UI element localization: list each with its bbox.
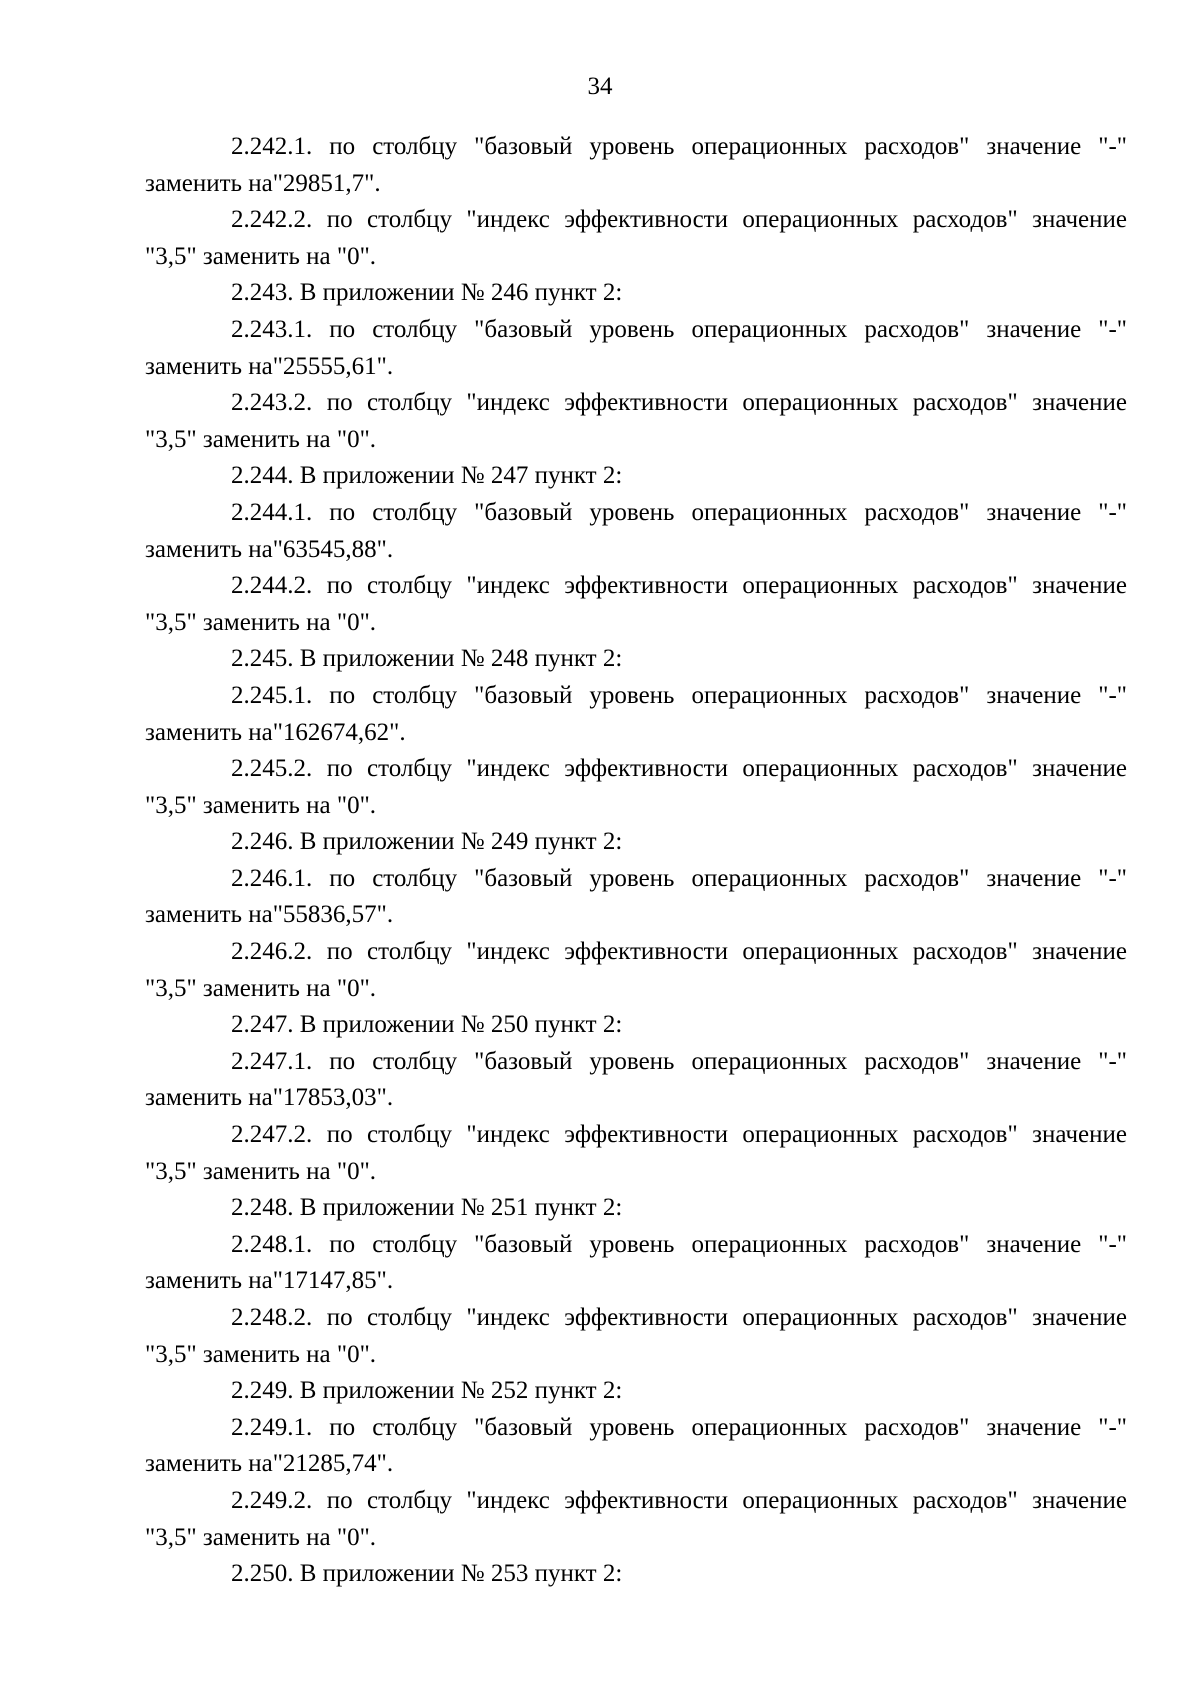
paragraph-2-247: 2.247. В приложении № 250 пункт 2: [231,1011,623,1039]
paragraph-2-244-2: 2.244.2. по столбцу "индекс эффективности операционных расходов" значение "3,5" заменить на "0". [145,572,1127,636]
paragraph-2-247-2: 2.247.2. по столбцу "индекс эффективности операционных расходов" значение "3,5" заменить на "0". [145,1121,1127,1185]
document-body [145,129,1127,1593]
paragraph-2-248-2: 2.248.2. по столбцу "индекс эффективности операционных расходов" значение "3,5" заменить на "0". [145,1304,1127,1368]
paragraph-2-243: 2.243. В приложении № 246 пункт 2: [231,279,623,307]
paragraph-2-248-1: 2.248.1. по столбцу "базовый уровень операционных расходов" значение "-" заменить на"17147,85". [145,1230,1127,1295]
paragraph-2-249-1: 2.249.1. по столбцу "базовый уровень операционных расходов" значение "-" заменить на"21285,74". [145,1413,1127,1478]
paragraph-2-246: 2.246. В приложении № 249 пункт 2: [231,828,623,856]
paragraph-2-246-2: 2.246.2. по столбцу "индекс эффективности операционных расходов" значение "3,5" заменить на "0". [145,938,1127,1002]
page-number: 34 [587,73,613,100]
paragraph-2-250: 2.250. В приложении № 253 пункт 2: [231,1560,623,1588]
paragraph-2-242-2: 2.242.2. по столбцу "индекс эффективности операционных расходов" значение "3,5" заменить на "0". [145,206,1127,270]
paragraph-2-246-1: 2.246.1. по столбцу "базовый уровень операционных расходов" значение "-" заменить на"55836,57". [145,864,1127,929]
paragraph-2-242-1: 2.242.1. по столбцу "базовый уровень операционных расходов" значение "-" заменить на"29851,7". [145,133,1127,197]
paragraph-2-243-1: 2.243.1. по столбцу "базовый уровень операционных расходов" значение "-" заменить на"25555,61". [145,315,1127,380]
paragraph-2-244-1: 2.244.1. по столбцу "базовый уровень операционных расходов" значение "-" заменить на"63545,88". [145,498,1127,563]
paragraph-2-245-1: 2.245.1. по столбцу "базовый уровень операционных расходов" значение "-" заменить на"162674,62". [145,681,1127,746]
paragraph-2-248: 2.248. В приложении № 251 пункт 2: [231,1194,623,1222]
paragraph-2-245: 2.245. В приложении № 248 пункт 2: [231,645,623,673]
paragraph-2-245-2: 2.245.2. по столбцу "индекс эффективности операционных расходов" значение "3,5" заменить на "0". [145,755,1127,819]
paragraph-2-249-2: 2.249.2. по столбцу "индекс эффективности операционных расходов" значение "3,5" заменить на "0". [145,1486,1127,1551]
paragraph-2-244: 2.244. В приложении № 247 пункт 2: [231,462,623,490]
paragraph-2-243-2: 2.243.2. по столбцу "индекс эффективности операционных расходов" значение "3,5" заменить на "0". [145,389,1127,453]
paragraph-2-247-1: 2.247.1. по столбцу "базовый уровень операционных расходов" значение "-" заменить на"17853,03". [145,1047,1127,1112]
paragraph-2-249: 2.249. В приложении № 252 пункт 2: [231,1377,623,1405]
